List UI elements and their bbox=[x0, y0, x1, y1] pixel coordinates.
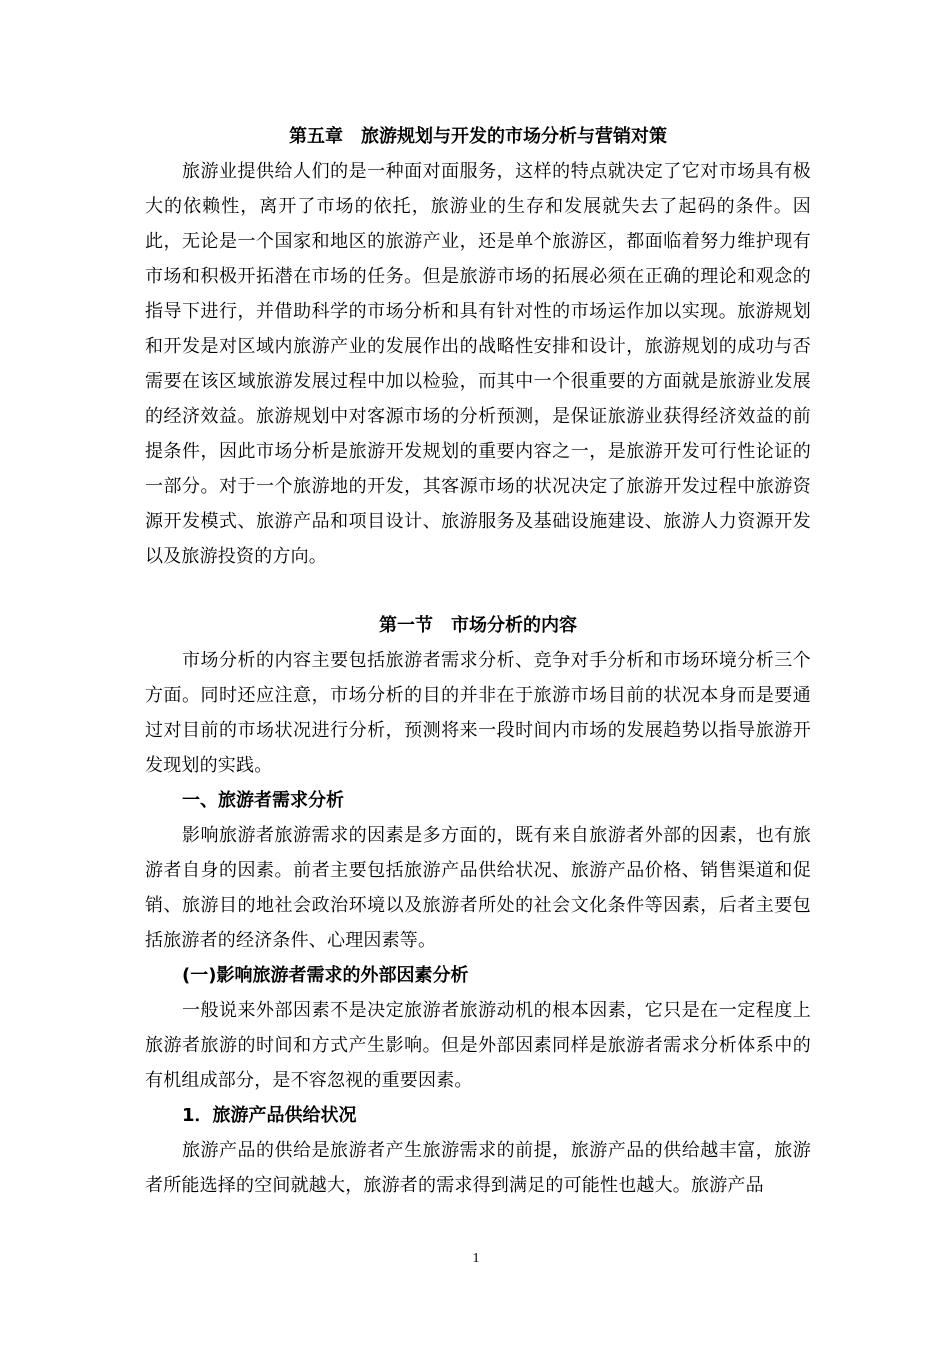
section-title: 第一节 市场分析的内容 bbox=[379, 615, 577, 636]
page-number: 1 bbox=[472, 1251, 480, 1266]
subsection-heading: (一)影响旅游者需求的外部因素分析 bbox=[182, 965, 469, 986]
chapter-title: 第五章 旅游规划与开发的市场分析与营销对策 bbox=[289, 126, 667, 147]
section-intro-paragraph: 市场分析的内容主要包括旅游者需求分析、竞争对手分析和市场环境分析三个方面。同时还应注意，市场分析的目的并非在于旅游市场目前的状况本身而是要通过对目前的市场状况进行分析，预测将来一段时间内市场的发展趋势以指导旅游开发现划的实践。 bbox=[145, 650, 811, 776]
chapter-intro-paragraph: 旅游业提供给人们的是一种面对面服务，这样的特点就决定了它对市场具有极大的依赖性，离开了市场的依托，旅游业的生存和发展就失去了起码的条件。因此，无论是一个国家和地区的旅游产业，还是单个旅游区，都面临着努力维护现有市场和积极开拓潜在市场的任务。但是旅游市场的拓展必须在正确的理论和观念的指导下进行，并借助科学的市场分析和具有针对性的市场运作加以实现。旅游规划和开发是对区域内旅游产业的发展作出的战略性安排和设计，旅游规划的成功与否需要在该区域旅游发展过程中加以检验，而其中一个很重要的方面就是旅游业发展的经济效益。旅游规划中对客源市场的分析预测，是保证旅游业获得经济效益的前提条件，因此市场分析是旅游开发规划的重要内容之一，是旅游开发可行性论证的一部分。对于一个旅游地的开发，其客源市场的状况决定了旅游开发过程中旅游资源开发模式、旅游产品和项目设计、旅游服务及基础设施建设、旅游人力资源开发以及旅游投资的方向。 bbox=[145, 161, 811, 567]
item-one-paragraph: 旅游产品的供给是旅游者产生旅游需求的前提，旅游产品的供给越丰富，旅游者所能选择的空间就越大，旅游者的需求得到满足的可能性也越大。旅游产品 bbox=[145, 1140, 811, 1196]
spacer bbox=[145, 574, 811, 609]
part-one-heading bbox=[145, 783, 811, 818]
part-one-heading-bold: 者需求分析 bbox=[254, 790, 344, 811]
page-content bbox=[145, 120, 811, 1203]
part-one-heading-plain: 一、旅游 bbox=[182, 790, 254, 811]
subsection-paragraph: 一般说来外部因素不是决定旅游者旅游动机的根本因素，它只是在一定程度上旅游者旅游的时间和方式产生影响。但是外部因素同样是旅游者需求分析体系中的有机组成部分，是不容忽视的重要因素。 bbox=[145, 1000, 811, 1091]
item-one-heading: 1．旅游产品供给状况 bbox=[182, 1105, 357, 1126]
part-one-paragraph: 影响旅游者旅游需求的因素是多方面的，既有来自旅游者外部的因素，也有旅游者自身的因素。前者主要包括旅游产品供给状况、旅游产品价格、销售渠道和促销、旅游目的地社会政治环境以及旅游者所处的社会文化条件等因素，后者主要包括旅游者的经济条件、心理因素等。 bbox=[145, 825, 811, 951]
